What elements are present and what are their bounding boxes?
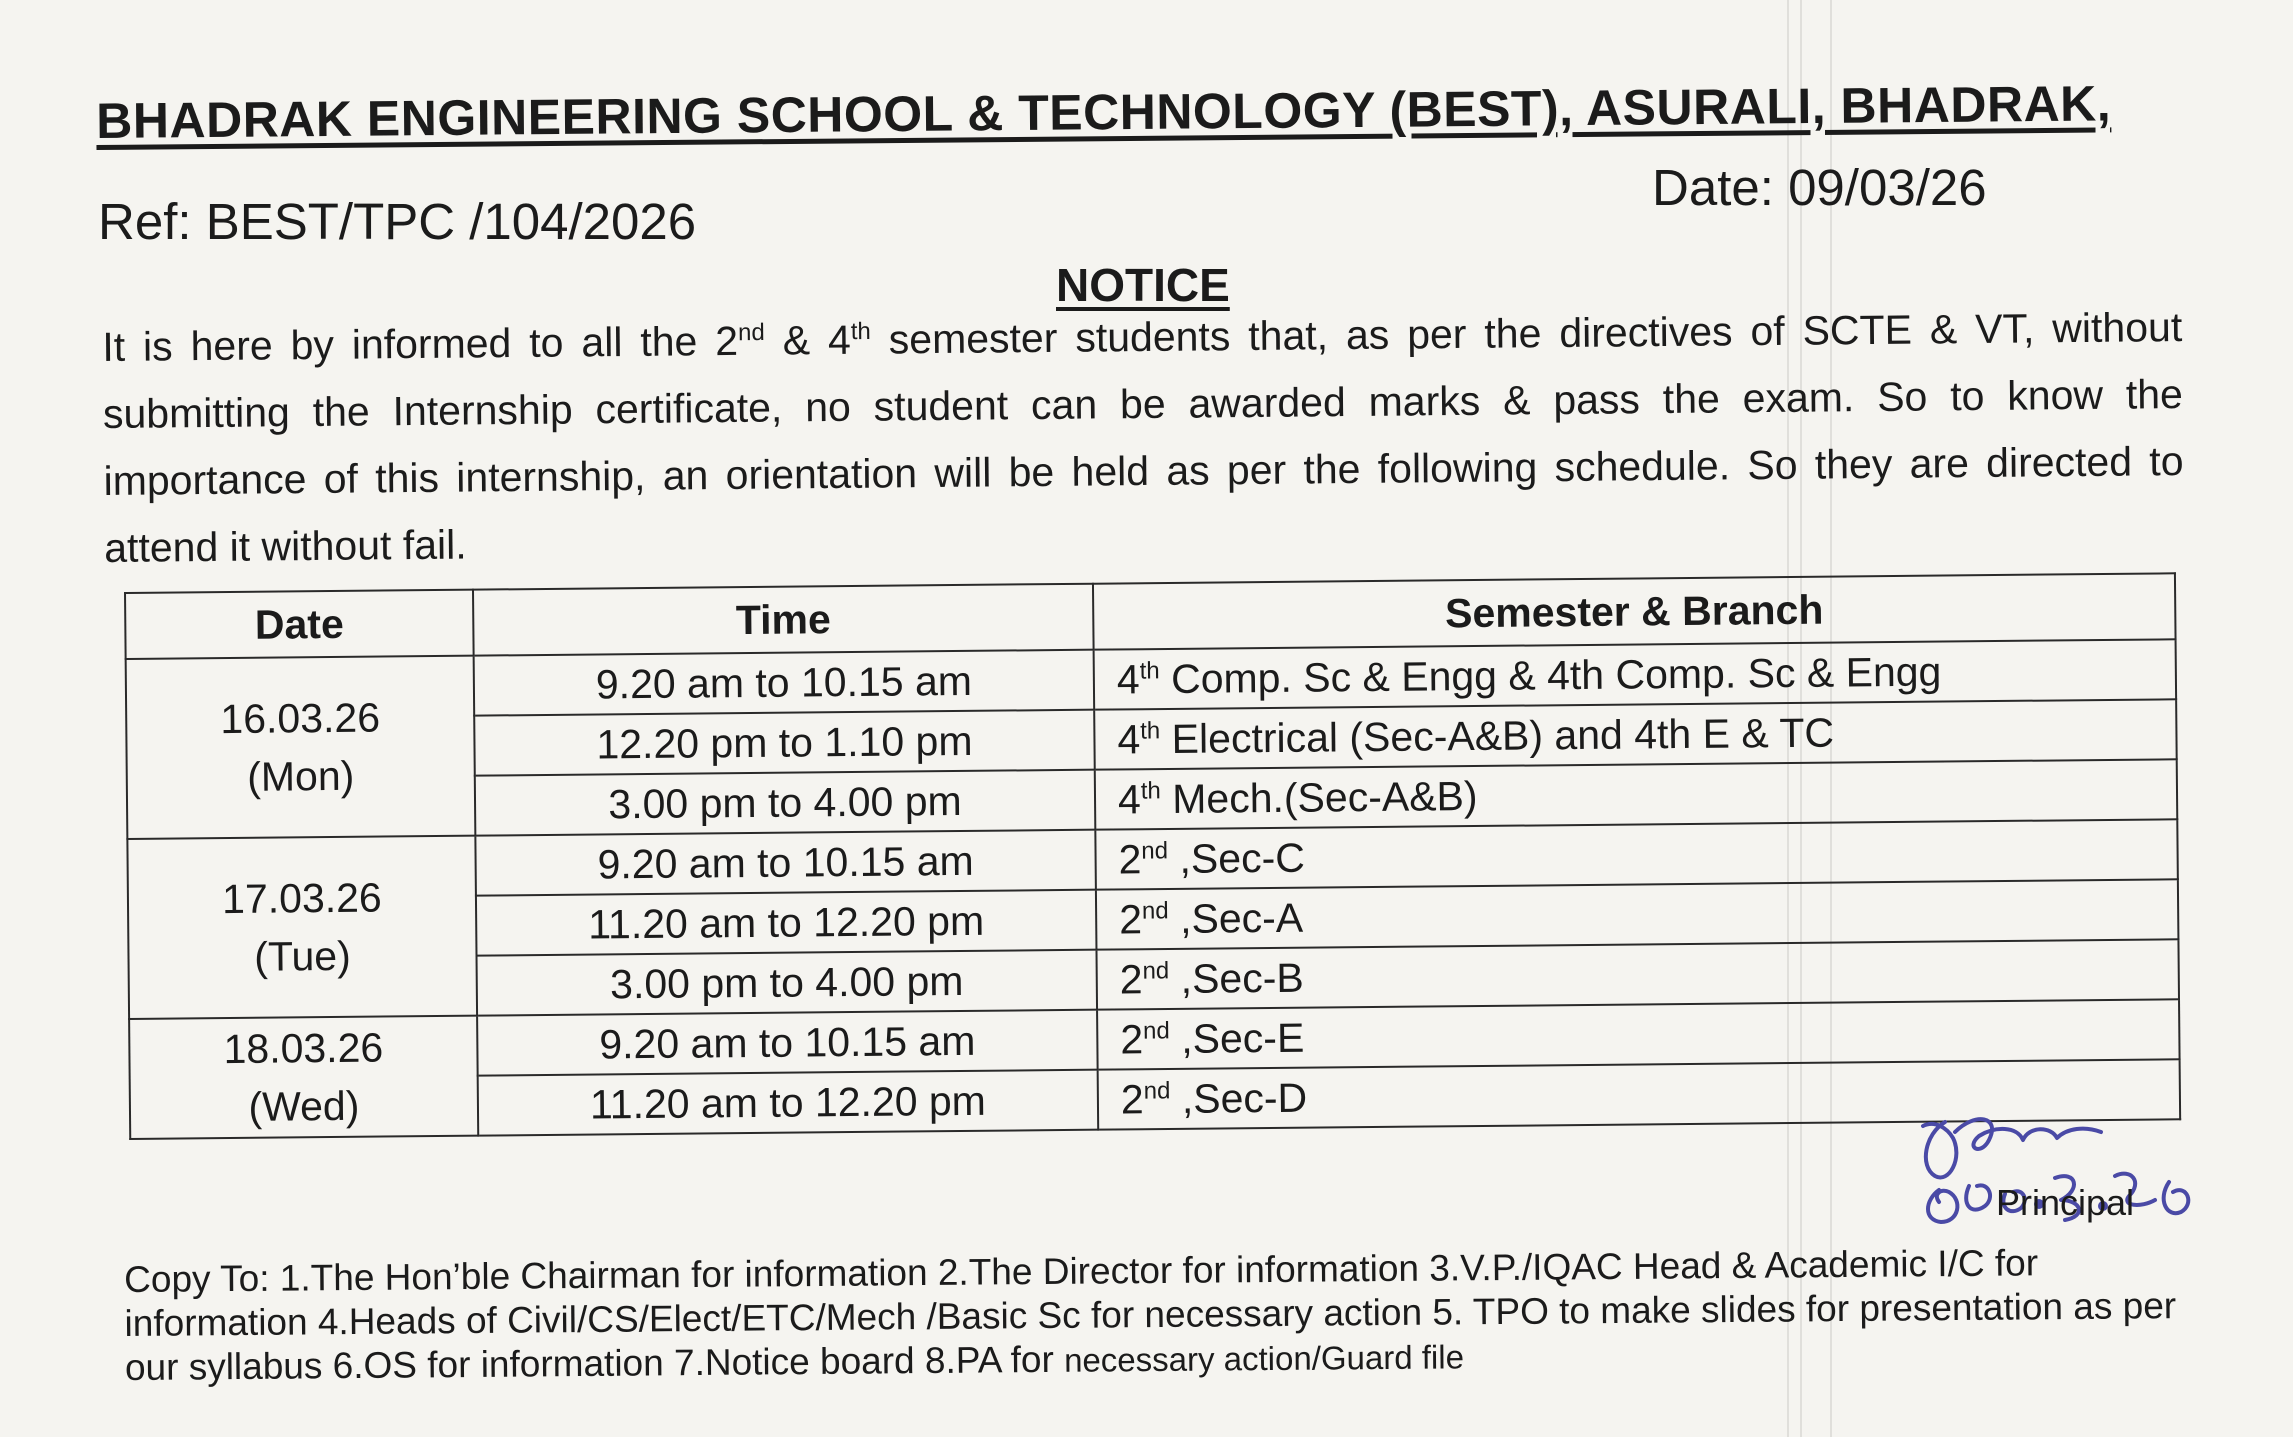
time-cell: 12.20 pm to 1.10 pm bbox=[474, 710, 1095, 776]
ordinal-suffix: th bbox=[1140, 776, 1161, 805]
branch-text: ,Sec-A bbox=[1168, 894, 1304, 942]
session-date: 18.03.26 bbox=[223, 1024, 384, 1073]
time-cell: 11.20 am to 12.20 pm bbox=[478, 1070, 1099, 1136]
ordinal-suffix: nd bbox=[1141, 896, 1169, 925]
semester-number: 4 bbox=[1117, 715, 1141, 762]
branch-cell bbox=[1094, 699, 2177, 769]
signatory-designation: Principal bbox=[1996, 1182, 2135, 1223]
reference-number: Ref: BEST/TPC /104/2026 bbox=[98, 193, 697, 250]
date-cell bbox=[127, 836, 477, 1019]
time-cell: 11.20 am to 12.20 pm bbox=[476, 890, 1097, 956]
semester-number: 2 bbox=[1120, 1015, 1144, 1062]
session-date: 16.03.26 bbox=[220, 694, 381, 743]
branch-cell bbox=[1095, 819, 2178, 889]
ordinal-suffix: th bbox=[1139, 656, 1160, 685]
semester-number: 2 bbox=[1119, 955, 1143, 1002]
date-cell bbox=[126, 656, 476, 839]
time-cell: 3.00 pm to 4.00 pm bbox=[475, 770, 1096, 836]
semester-number: 2 bbox=[1118, 895, 1143, 942]
branch-cell bbox=[1096, 879, 2179, 949]
ordinal-suffix: th bbox=[1140, 716, 1161, 745]
ordinal-suffix: nd bbox=[737, 318, 765, 347]
column-header-branch: Semester & Branch bbox=[1093, 573, 2176, 649]
copy-to-list bbox=[124, 1240, 2205, 1391]
column-header-date: Date bbox=[125, 590, 474, 659]
copy-to-text: Copy To: 1.The Hon’ble Chairman for information 2.The Director for information 3.V.P./IQAC Head & Academic I/C for information 4.Heads of Civil/CS/Elect/ETC/Mech /Basic Sc for necessary action 5. TPO to make slides for presentation as per our syllabus 6.OS for information 7.Notice board 8.PA for bbox=[124, 1242, 2177, 1388]
column-header-time: Time bbox=[473, 584, 1094, 656]
schedule-table-wrapper bbox=[124, 572, 2181, 1140]
session-day: (Tue) bbox=[254, 932, 351, 980]
branch-text: Electrical (Sec-A&B) and 4th E & TC bbox=[1160, 709, 1835, 762]
semester-number: 4 bbox=[1117, 775, 1142, 822]
date-cell bbox=[129, 1016, 478, 1139]
semester-number: 2 bbox=[1120, 1075, 1144, 1122]
semester-number: 2 bbox=[1118, 835, 1142, 882]
body-text-part: & 4 bbox=[764, 316, 852, 364]
copy-to-tail: necessary action/Guard file bbox=[1063, 1338, 1465, 1379]
branch-text: Mech.(Sec-A&B) bbox=[1160, 772, 1478, 822]
notice-date: Date: 09/03/26 bbox=[1652, 159, 1987, 216]
time-cell: 9.20 am to 10.15 am bbox=[477, 1010, 1098, 1076]
ordinal-suffix: nd bbox=[1143, 1076, 1171, 1105]
schedule-table bbox=[124, 572, 2181, 1140]
ordinal-suffix: nd bbox=[1142, 956, 1170, 985]
ordinal-suffix: th bbox=[850, 317, 871, 346]
branch-text: ,Sec-C bbox=[1167, 834, 1306, 882]
branch-cell bbox=[1096, 939, 2179, 1009]
time-cell: 9.20 am to 10.15 am bbox=[475, 830, 1096, 896]
branch-text: ,Sec-D bbox=[1170, 1074, 1308, 1122]
session-day: (Wed) bbox=[248, 1082, 360, 1130]
time-cell: 9.20 am to 10.15 am bbox=[474, 650, 1095, 716]
semester-number: 4 bbox=[1116, 655, 1140, 702]
branch-cell bbox=[1097, 999, 2180, 1069]
time-cell: 3.00 pm to 4.00 pm bbox=[477, 950, 1098, 1016]
institution-heading: BHADRAK ENGINEERING SCHOOL & TECHNOLOGY (BEST), ASURALI, BHADRAK, bbox=[96, 75, 2112, 149]
session-day: (Mon) bbox=[247, 752, 355, 800]
notice-body bbox=[102, 294, 2184, 582]
branch-text: Comp. Sc & Engg & 4th Comp. Sc & Engg bbox=[1159, 648, 1942, 702]
session-date: 17.03.26 bbox=[221, 874, 382, 923]
branch-text: ,Sec-E bbox=[1169, 1014, 1305, 1062]
body-text-part: It is here by informed to all the 2 bbox=[102, 317, 739, 370]
ordinal-suffix: nd bbox=[1142, 1016, 1170, 1045]
notice-title: NOTICE bbox=[1056, 259, 1230, 311]
ordinal-suffix: nd bbox=[1141, 836, 1169, 865]
body-text-part: semester students that, as per the directives of SCTE & VT, without submitting the Internship certificate, no student can be awarded marks & pass the exam. So to know the importance of this internship, an orientation will be held as per the following schedule. So they are directed to attend it without fail. bbox=[102, 304, 2184, 571]
branch-text: ,Sec-B bbox=[1169, 954, 1304, 1002]
branch-cell bbox=[1095, 759, 2178, 829]
branch-cell bbox=[1094, 639, 2177, 709]
